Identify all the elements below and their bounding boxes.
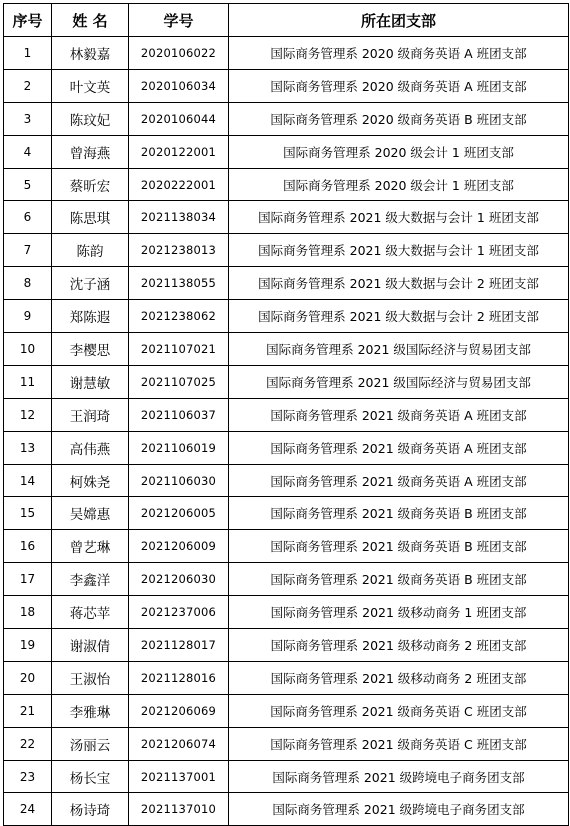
cell-student-id: 2021106030 — [129, 464, 229, 497]
cell-name: 谢淑倩 — [52, 629, 129, 662]
table-row — [4, 596, 569, 629]
cell-student-id: 2021128017 — [129, 629, 229, 662]
table-body — [4, 37, 569, 826]
header-branch: 所在团支部 — [229, 4, 569, 37]
header-student-id: 学号 — [129, 4, 229, 37]
cell-branch: 国际商务管理系 2021 级商务英语 B 班团支部 — [229, 497, 569, 530]
cell-number: 12 — [4, 398, 52, 431]
cell-number: 5 — [4, 168, 52, 201]
table-row — [4, 135, 569, 168]
cell-name: 叶文英 — [52, 69, 129, 102]
table-header — [4, 4, 569, 37]
cell-number: 14 — [4, 464, 52, 497]
cell-name: 曾艺琳 — [52, 530, 129, 563]
cell-name: 蔡昕宏 — [52, 168, 129, 201]
cell-number: 21 — [4, 694, 52, 727]
table-row — [4, 694, 569, 727]
table-row — [4, 333, 569, 366]
table-row — [4, 431, 569, 464]
cell-student-id: 2021137001 — [129, 760, 229, 793]
cell-student-id: 2021107021 — [129, 333, 229, 366]
cell-number: 16 — [4, 530, 52, 563]
cell-student-id: 2020106022 — [129, 37, 229, 70]
cell-student-id: 2021206069 — [129, 694, 229, 727]
cell-number: 13 — [4, 431, 52, 464]
cell-name: 林毅嘉 — [52, 37, 129, 70]
cell-branch: 国际商务管理系 2021 级商务英语 B 班团支部 — [229, 563, 569, 596]
cell-name: 李雅琳 — [52, 694, 129, 727]
table-row — [4, 727, 569, 760]
cell-student-id: 2021206030 — [129, 563, 229, 596]
table-row — [4, 234, 569, 267]
table-row — [4, 497, 569, 530]
cell-branch: 国际商务管理系 2020 级会计 1 班团支部 — [229, 168, 569, 201]
cell-name: 沈子涵 — [52, 267, 129, 300]
cell-number: 6 — [4, 201, 52, 234]
cell-branch: 国际商务管理系 2021 级移动商务 2 班团支部 — [229, 629, 569, 662]
cell-number: 19 — [4, 629, 52, 662]
cell-branch: 国际商务管理系 2021 级商务英语 C 班团支部 — [229, 727, 569, 760]
cell-branch: 国际商务管理系 2021 级商务英语 A 班团支部 — [229, 398, 569, 431]
cell-name: 谢慧敏 — [52, 365, 129, 398]
table-row — [4, 464, 569, 497]
cell-name: 曾海燕 — [52, 135, 129, 168]
cell-branch: 国际商务管理系 2021 级大数据与会计 2 班团支部 — [229, 267, 569, 300]
cell-student-id: 2021206074 — [129, 727, 229, 760]
header-no: 序号 — [4, 4, 52, 37]
header-row — [4, 4, 569, 37]
cell-student-id: 2021238013 — [129, 234, 229, 267]
cell-student-id: 2021106019 — [129, 431, 229, 464]
cell-number: 3 — [4, 102, 52, 135]
cell-student-id: 2021107025 — [129, 365, 229, 398]
cell-branch: 国际商务管理系 2021 级大数据与会计 1 班团支部 — [229, 201, 569, 234]
cell-number: 18 — [4, 596, 52, 629]
cell-name: 李鑫洋 — [52, 563, 129, 596]
cell-branch: 国际商务管理系 2021 级跨境电子商务团支部 — [229, 793, 569, 826]
cell-number: 9 — [4, 300, 52, 333]
cell-branch: 国际商务管理系 2021 级商务英语 C 班团支部 — [229, 694, 569, 727]
cell-number: 23 — [4, 760, 52, 793]
cell-name: 陈玟妃 — [52, 102, 129, 135]
header-name: 姓 名 — [52, 4, 129, 37]
cell-name: 杨长宝 — [52, 760, 129, 793]
cell-number: 22 — [4, 727, 52, 760]
cell-number: 2 — [4, 69, 52, 102]
cell-name: 蒋芯苹 — [52, 596, 129, 629]
cell-student-id: 2021106037 — [129, 398, 229, 431]
table-row — [4, 37, 569, 70]
cell-number: 20 — [4, 661, 52, 694]
cell-branch: 国际商务管理系 2020 级会计 1 班团支部 — [229, 135, 569, 168]
cell-number: 24 — [4, 793, 52, 826]
cell-name: 李樱思 — [52, 333, 129, 366]
cell-branch: 国际商务管理系 2021 级商务英语 A 班团支部 — [229, 464, 569, 497]
cell-student-id: 2020222001 — [129, 168, 229, 201]
table-row — [4, 168, 569, 201]
table-row — [4, 201, 569, 234]
cell-number: 11 — [4, 365, 52, 398]
cell-number: 7 — [4, 234, 52, 267]
cell-branch: 国际商务管理系 2021 级大数据与会计 2 班团支部 — [229, 300, 569, 333]
cell-number: 17 — [4, 563, 52, 596]
table-row — [4, 793, 569, 826]
cell-student-id: 2021237006 — [129, 596, 229, 629]
cell-student-id: 2021138034 — [129, 201, 229, 234]
cell-branch: 国际商务管理系 2020 级商务英语 A 班团支部 — [229, 37, 569, 70]
cell-branch: 国际商务管理系 2021 级国际经济与贸易团支部 — [229, 365, 569, 398]
table-row — [4, 661, 569, 694]
cell-branch: 国际商务管理系 2021 级商务英语 A 班团支部 — [229, 431, 569, 464]
cell-number: 15 — [4, 497, 52, 530]
cell-name: 汤丽云 — [52, 727, 129, 760]
cell-name: 柯姝尧 — [52, 464, 129, 497]
cell-student-id: 2021138055 — [129, 267, 229, 300]
cell-student-id: 2021137010 — [129, 793, 229, 826]
table-row — [4, 398, 569, 431]
cell-name: 杨诗琦 — [52, 793, 129, 826]
cell-branch: 国际商务管理系 2021 级移动商务 2 班团支部 — [229, 661, 569, 694]
cell-student-id: 2021206009 — [129, 530, 229, 563]
cell-branch: 国际商务管理系 2021 级商务英语 B 班团支部 — [229, 530, 569, 563]
cell-student-id: 2020106044 — [129, 102, 229, 135]
cell-branch: 国际商务管理系 2020 级商务英语 A 班团支部 — [229, 69, 569, 102]
cell-student-id: 2020122001 — [129, 135, 229, 168]
roster-table — [3, 3, 569, 826]
cell-name: 高伟燕 — [52, 431, 129, 464]
cell-branch: 国际商务管理系 2021 级移动商务 1 班团支部 — [229, 596, 569, 629]
cell-student-id: 2021206005 — [129, 497, 229, 530]
cell-name: 吴嫦惠 — [52, 497, 129, 530]
table-row — [4, 563, 569, 596]
cell-name: 郑陈遐 — [52, 300, 129, 333]
table-row — [4, 530, 569, 563]
cell-branch: 国际商务管理系 2021 级国际经济与贸易团支部 — [229, 333, 569, 366]
table-row — [4, 300, 569, 333]
cell-name: 陈韵 — [52, 234, 129, 267]
cell-name: 王润琦 — [52, 398, 129, 431]
cell-number: 1 — [4, 37, 52, 70]
cell-student-id: 2020106034 — [129, 69, 229, 102]
table-row — [4, 365, 569, 398]
cell-number: 10 — [4, 333, 52, 366]
table-row — [4, 760, 569, 793]
table-row — [4, 102, 569, 135]
cell-name: 王淑怡 — [52, 661, 129, 694]
cell-branch: 国际商务管理系 2021 级跨境电子商务团支部 — [229, 760, 569, 793]
cell-student-id: 2021238062 — [129, 300, 229, 333]
table-row — [4, 629, 569, 662]
cell-branch: 国际商务管理系 2021 级大数据与会计 1 班团支部 — [229, 234, 569, 267]
table-row — [4, 69, 569, 102]
cell-name: 陈思琪 — [52, 201, 129, 234]
cell-branch: 国际商务管理系 2020 级商务英语 B 班团支部 — [229, 102, 569, 135]
cell-number: 8 — [4, 267, 52, 300]
cell-number: 4 — [4, 135, 52, 168]
table-row — [4, 267, 569, 300]
cell-student-id: 2021128016 — [129, 661, 229, 694]
